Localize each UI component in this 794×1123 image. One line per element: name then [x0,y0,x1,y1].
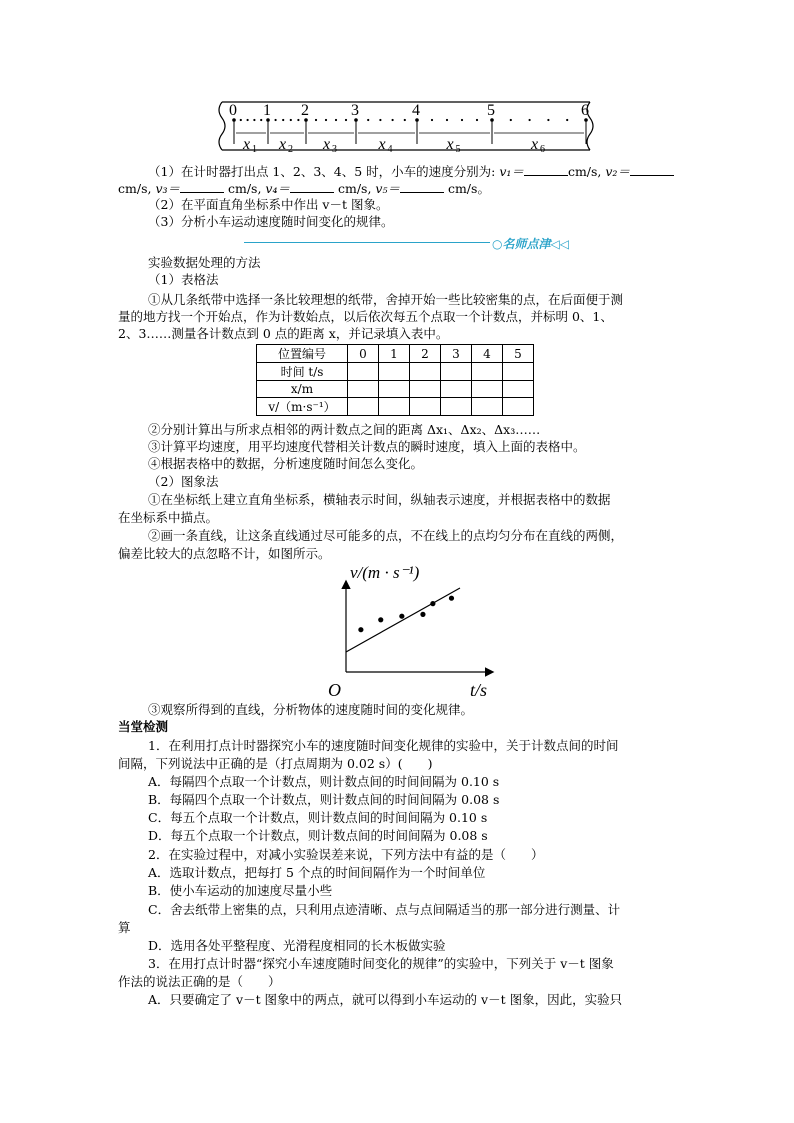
tape-dot [260,119,262,121]
q3-option-a: A．只要确定了 v－t 图象中的两点，就可以得到小车运动的 v－t 图象，因此，实验只 [148,992,623,1007]
tape-segment-subscript: 5 [455,144,461,155]
row-label: x/m [257,381,348,398]
tape-dot [529,119,531,121]
method-p5a: ①在坐标纸上建立直角坐标系，横轴表示时间，纵轴表示速度，并根据表格中的数据 [148,492,611,507]
method-p7: ③观察所得到的直线，分析物体的速度随时间的变化规律。 [148,702,474,717]
q2-option-c-b: 算 [118,920,131,935]
graph-point [358,627,363,632]
table-header-cell: 2 [410,345,441,363]
method-title: 实验数据处理的方法 [148,255,261,270]
tape-segment-label: x [531,136,539,153]
table-header-cell: 位置编号 [257,345,348,363]
q1-option-c: C．每五个点取一个计数点，则计数点间的时间间隔为 0.10 s [148,810,488,825]
q1-option-b: B．每隔四个点取一个计数点，则计数点间的时间间隔为 0.08 s [148,792,500,807]
x-axis-label: t/s [470,680,488,700]
table-header-cell: 3 [441,345,472,363]
tape-dot [510,119,512,121]
tape-segment-label: x [279,136,287,153]
tape-dot [315,119,317,121]
tape-dot [297,119,299,121]
q3-stem-b: 作法的说法正确的是（ ） [118,974,281,989]
method-p2: ②分别计算出与所求点相邻的两计数点之间的距离 Δx₁、Δx₂、Δx₃…… [148,422,541,437]
y-axis-label: v/(m · s⁻¹) [350,563,420,582]
q2-option-d: D．选用各处平整程度、光滑程度相同的长木板做实验 [148,938,446,953]
table-header-cell: 4 [472,345,503,363]
tape-dot [253,119,255,121]
tape-label: 5 [487,102,495,119]
q1-option-a: A．每隔四个点取一个计数点，则计数点间的时间间隔为 0.10 s [148,774,500,789]
tape-dot [290,119,292,121]
tape-dot [392,119,394,121]
question-line-2: （2）在平面直角坐标系中作出 v－t 图象。 [148,197,389,212]
q3-stem-a: 3．在用打点计时器“探究小车速度随时间变化的规律”的实验中，下列关于 v－t 图象 [148,956,614,971]
test-title: 当堂检测 [118,719,169,734]
tape-label: 0 [229,102,237,119]
method-p1b: 量的地方找一个开始点，作为计数始点，以后依次每五个点取一个计数点，并标明 0、1、 [118,309,613,324]
tape-label: 2 [301,102,309,119]
paper-tape-figure [214,96,598,158]
tape-dot [335,119,337,121]
tape-dot [476,119,478,121]
method-p1c: 2、3……测量各计数点到 0 点的距离 x，并记录填入表中。 [118,326,449,341]
row-label: v/（m·s⁻¹） [257,398,348,416]
tape-dot [345,119,347,121]
q2-option-b: B．使小车运动的加速度尽量小些 [148,883,333,898]
question-line-1: （1）在计时器打出点 1、2、3、4、5 时，小车的速度分别为: v₁＝ cm/s, v₂＝ [148,163,674,180]
vt-graph [320,562,510,702]
tape-dot [431,119,433,121]
tape-dot [446,119,448,121]
q2-stem: 2．在实验过程中，对减小实验误差来说，下列方法中有益的是（ ） [148,847,544,862]
tape-label: 6 [581,102,589,119]
tape-dot [547,119,549,121]
method-p1a: ①从几条纸带中选择一条比较理想的纸带，舍掉开始一些比较密集的点，在后面便于测 [148,292,624,307]
method-p3: ③计算平均速度，用平均速度代替相关计数点的瞬时速度，填入上面的表格中。 [148,439,586,454]
method-section-2: （2）图象法 [148,474,219,489]
graph-point [420,612,425,617]
q2-option-c-a: C．舍去纸带上密集的点，只利用点迹清晰、点与点间隔适当的那一部分进行测量、计 [148,902,621,917]
data-table [256,344,534,416]
graph-point [378,617,383,622]
tape-segment-label: x [243,136,251,153]
tape-segment-subscript: 1 [252,144,257,155]
tape-segment-subscript: 4 [387,144,393,155]
tape-dot [379,119,381,121]
graph-point [430,601,435,606]
tape-dot [325,119,327,121]
question-line-1b: cm/s, v₃＝ cm/s, v₄＝ cm/s, v₅＝ cm/s。 [118,181,490,196]
tape-dot [282,119,284,121]
table-header-cell: 1 [379,345,410,363]
fit-line [346,588,460,652]
method-p5b: 在坐标系中描点。 [118,510,219,525]
tape-label: 4 [412,102,420,119]
banner-label: ○名师点津◁◁ [492,237,569,251]
tape-dot [404,119,406,121]
tape-segment-label: x [378,136,386,153]
tape-segment-subscript: 2 [288,144,293,155]
tape-label: 3 [351,102,359,119]
tape-dot [566,119,568,121]
tape-dot [247,119,249,121]
q1-option-d: D．每五个点取一个计数点，则计数点间的时间间隔为 0.08 s [148,828,488,843]
origin-label: O [328,680,341,700]
banner-divider [244,242,490,243]
question-line-3: （3）分析小车运动速度随时间变化的规律。 [148,214,394,229]
method-section-1: （1）表格法 [148,272,219,287]
graph-point [449,596,454,601]
tape-segment-label: x [323,136,331,153]
q1-stem-a: 1．在利用打点计时器探究小车的速度随时间变化规律的实验中，关于计数点间的时间 [148,738,619,753]
table-header-cell: 5 [503,345,534,363]
tape-dot [240,119,242,121]
tape-dot [367,119,369,121]
tape-dot [461,119,463,121]
table-header-cell: 0 [348,345,379,363]
row-label: 时间 t/s [257,363,348,381]
q1-stem-b: 间隔，下列说法中正确的是（打点周期为 0.02 s）( ) [118,756,433,771]
tape-segment-subscript: 3 [332,144,337,155]
q2-option-a: A．选取计数点，把每打 5 个点的时间间隔作为一个时间单位 [148,865,486,880]
tape-segment-label: x [446,136,454,153]
tape-segment-subscript: 6 [540,144,545,155]
method-p6a: ②画一条直线，让这条直线通过尽可能多的点，不在线上的点均匀分布在直线的两侧， [148,528,624,543]
tape-label: 1 [263,102,271,119]
tape-dot [275,119,277,121]
graph-point [399,614,404,619]
method-p6b: 偏差比较大的点忽略不计，如图所示。 [118,546,331,561]
method-p4: ④根据表格中的数据，分析速度随时间怎么变化。 [148,456,424,471]
